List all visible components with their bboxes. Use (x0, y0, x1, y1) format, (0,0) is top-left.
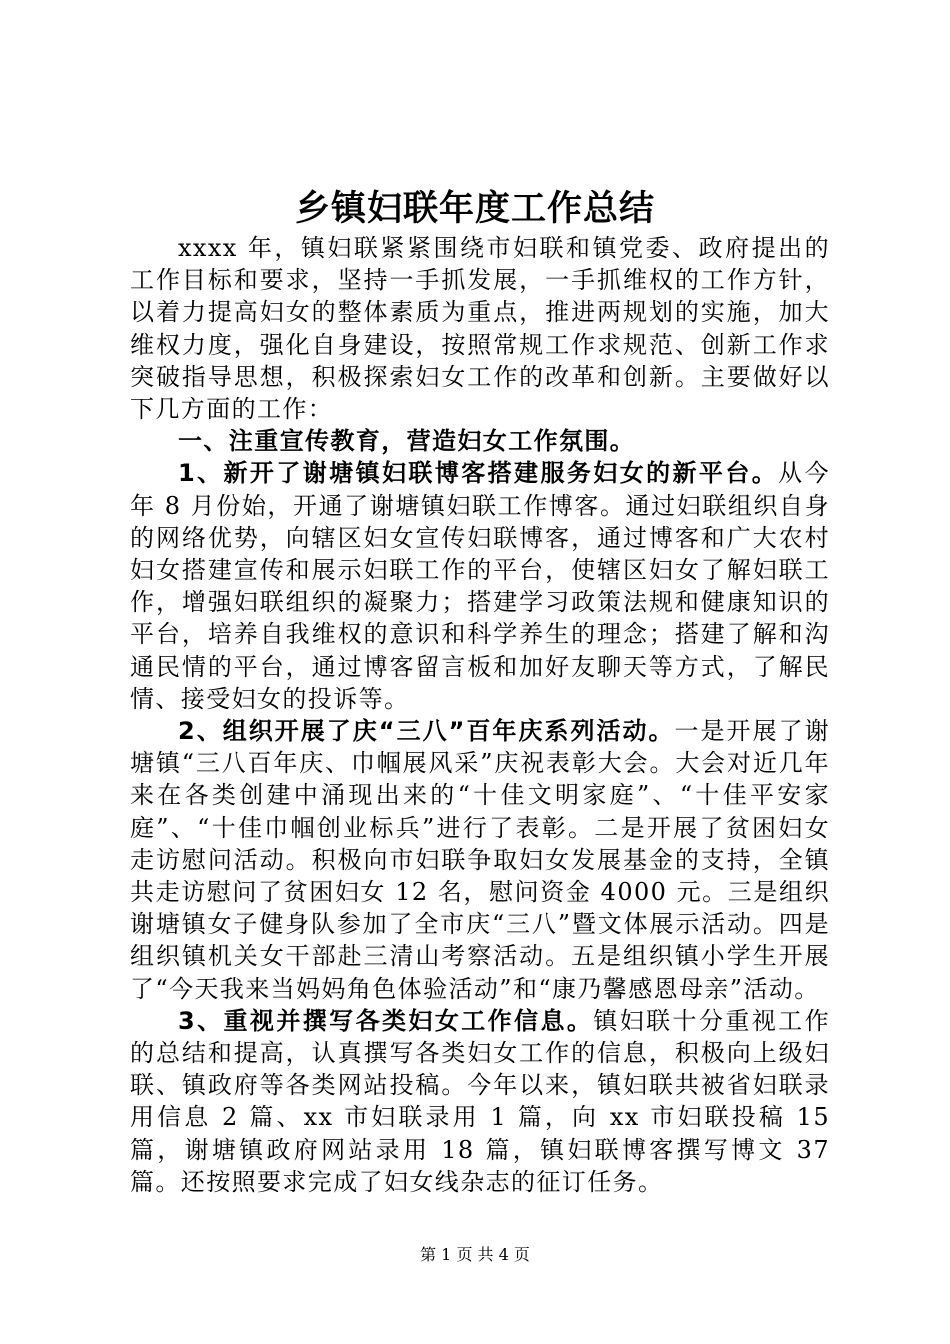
item-3-text: 镇妇联十分重视工作的总结和提高，认真撰写各类妇女工作的信息，积极向上级妇联、镇政府等各类网站投稿。今年以来，镇妇联共被省妇联录用信息 2 篇、xx 市妇联录用 1 篇，向 xx 市妇联投稿 15 篇，谢塘镇政府网站录用 18 篇，镇妇联博客撰写博文 37 篇。还按照要求完成了妇女线杂志的征订任务。 (130, 1006, 830, 1196)
item-1-paragraph (130, 457, 830, 715)
intro-paragraph: xxxx 年，镇妇联紧紧围绕市妇联和镇党委、政府提出的工作目标和要求，坚持一手抓发展，一手抓维权的工作方针，以着力提高妇女的整体素质为重点，推进两规划的实施，加大维权力度，强化自身建设，按照常规工作求规范、创新工作求突破指导思想，积极探索妇女工作的改革和创新。主要做好以下几方面的工作： (130, 234, 830, 424)
item-3-paragraph (130, 1005, 830, 1198)
item-3-heading: 3、重视并撰写各类妇女工作信息。 (178, 1006, 594, 1035)
page-footer: 第 1 页 共 4 页 (420, 1245, 530, 1264)
document-body (130, 232, 830, 1198)
item-2-text: 一是开展了谢塘镇“三八百年庆、巾帼展风采”庆祝表彰大会。大会对近几年来在各类创建中涌现出来的“十佳文明家庭”、“十佳平安家庭”、“十佳巾帼创业标兵”进行了表彰。二是开展了贫困妇女走访慰问活动。积极向市妇联争取妇女发展基金的支持，全镇共走访慰问了贫困妇女 12 名，慰问资金 4000 元。三是组织谢塘镇女子健身队参加了全市庆“三八”暨文体展示活动。四是组织镇机关女干部赴三清山考察活动。五是组织镇小学生开展了“今天我来当妈妈角色体验活动”和“康乃馨感恩母亲”活动。 (130, 717, 830, 1003)
item-1-heading: 1、新开了谢塘镇妇联博客搭建服务妇女的新平台。 (178, 459, 779, 488)
section-heading: 一、注重宣传教育，营造妇女工作氛围。 (178, 427, 636, 456)
document-title: 乡镇妇联年度工作总结 (294, 189, 655, 229)
item-2-heading: 2、组织开展了庆“三八”百年庆系列活动。 (178, 717, 675, 746)
item-1-text: 从今年 8 月份始，开通了谢塘镇妇联工作博客。通过妇联组织自身的网络优势，向辖区妇女宣传妇联博客，通过博客和广大农村妇女搭建宣传和展示妇联工作的平台，使辖区妇女了解妇联工作，增强妇联组织的凝聚力；搭建学习政策法规和健康知识的平台，培养自我维权的意识和科学养生的理念；搭建了解和沟通民情的平台，通过博客留言板和加好友聊天等方式，了解民情、接受妇女的投诉等。 (130, 459, 830, 713)
item-2-paragraph (130, 715, 830, 1005)
